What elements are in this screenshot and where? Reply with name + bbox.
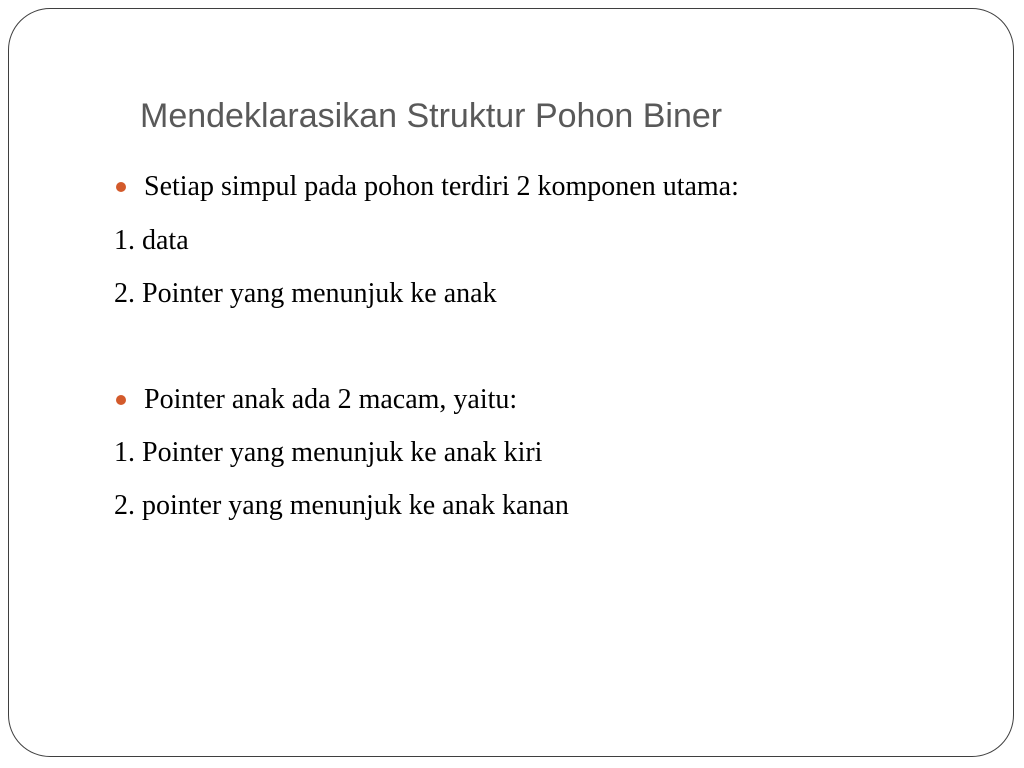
list-item-pointer-child: 2. Pointer yang menunjuk ke anak xyxy=(114,278,497,309)
slide-title: Mendeklarasikan Struktur Pohon Biner xyxy=(140,97,723,135)
bullet-text-1: Setiap simpul pada pohon terdiri 2 komponen utama: xyxy=(144,171,739,202)
bullet-dot-icon xyxy=(116,395,126,405)
list-item-data: 1. data xyxy=(114,225,189,256)
bullet-dot-icon xyxy=(116,182,126,192)
list-item-pointer-right: 2. pointer yang menunjuk ke anak kanan xyxy=(114,490,569,521)
bullet-text-2: Pointer anak ada 2 macam, yaitu: xyxy=(144,384,518,415)
list-item-pointer-left: 1. Pointer yang menunjuk ke anak kiri xyxy=(114,437,543,468)
